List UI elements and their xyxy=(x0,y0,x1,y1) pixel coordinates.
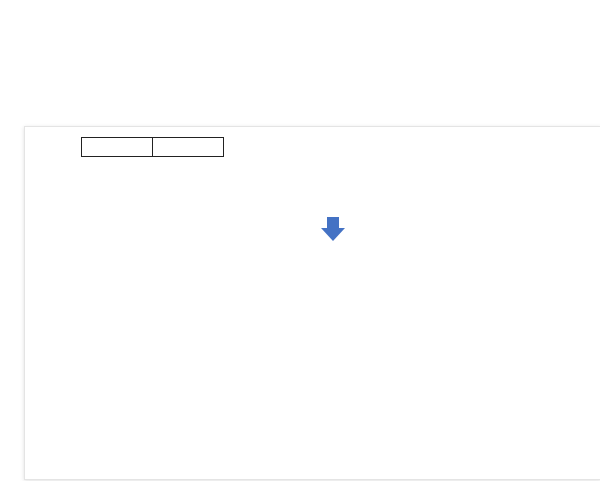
search-value-label xyxy=(81,137,153,157)
arrow-down-icon xyxy=(321,217,345,241)
description-paragraph xyxy=(34,0,600,116)
paragraph-line-4 xyxy=(34,88,600,116)
paragraph-line-3 xyxy=(34,60,600,88)
binary-search-figure xyxy=(24,126,600,480)
paragraph-line-2 xyxy=(34,32,600,60)
search-value xyxy=(152,137,224,157)
paragraph-line-1 xyxy=(34,4,600,32)
